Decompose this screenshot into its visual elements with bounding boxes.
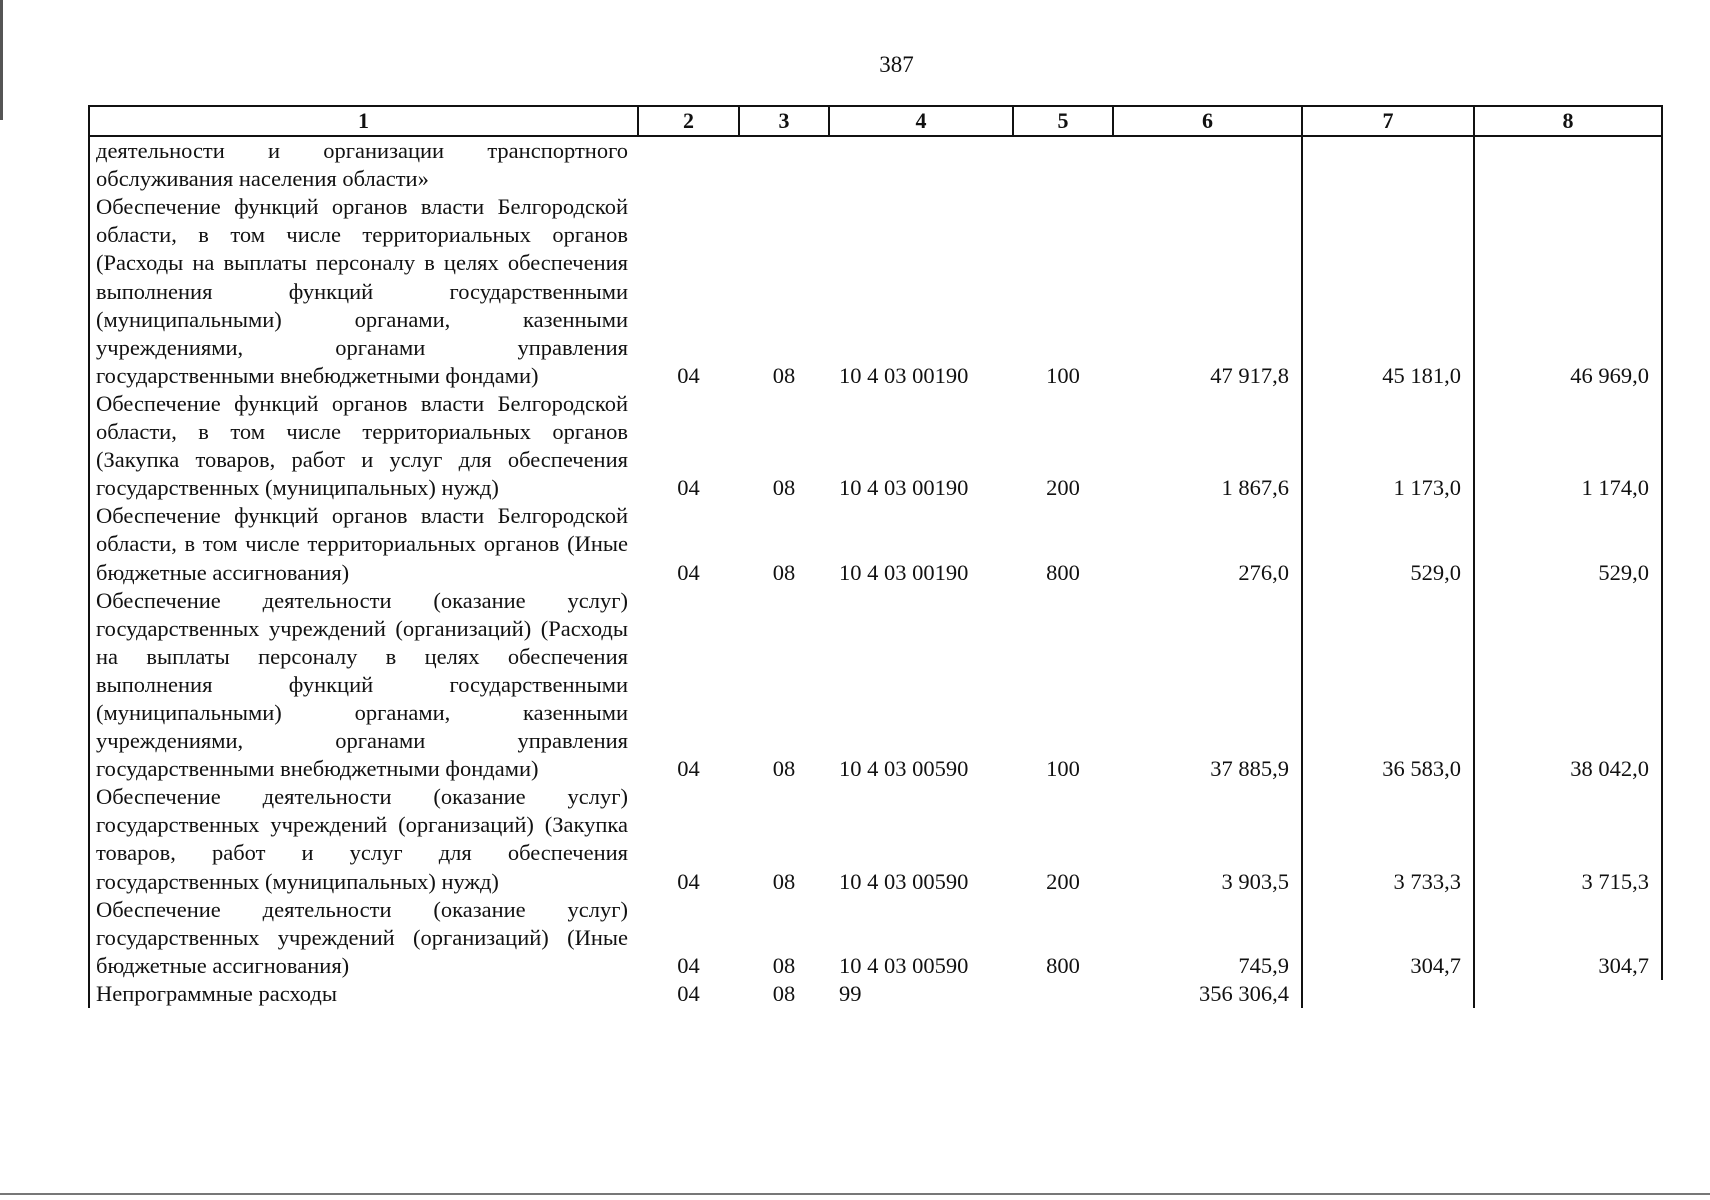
row-description: Обеспечение функций органов власти Белгородской области, в том числе территориальных органов (Иные бюджетные ассигнования) (89, 502, 638, 586)
row-amount-col7: 304,7 (1302, 896, 1474, 980)
scan-edge-bottom (0, 1193, 1710, 1195)
row-target-article: 10 4 03 00590 (839, 756, 969, 782)
row-target-article: 99 (839, 980, 862, 1006)
row-amount-col6: 276,0 (1238, 559, 1289, 585)
row-amount-col6: 47 917,8 (1210, 362, 1289, 388)
row-description: деятельности и организации транспортного обслуживания населения области» (89, 136, 638, 193)
row-amount-col8: 38 042,0 (1474, 587, 1662, 784)
header-row (89, 106, 1662, 136)
row-amount-col8 (1474, 980, 1662, 1008)
row-amount-col7 (1302, 980, 1474, 1008)
row-subsection: 08 (772, 868, 796, 894)
row-section: 04 (677, 868, 700, 894)
row-target-article: 10 4 03 00190 (839, 475, 969, 501)
row-subsection: 08 (772, 980, 796, 1006)
header-col-2: 2 (638, 106, 739, 136)
row-section: 04 (677, 362, 700, 388)
row-amount-col6: 1 867,6 (1221, 475, 1289, 501)
row-subsection: 08 (772, 475, 796, 501)
row-amount-col6: 745,9 (1238, 952, 1289, 978)
row-amount-col8: 529,0 (1474, 502, 1662, 586)
header-col-5: 5 (1013, 106, 1113, 136)
budget-table (88, 105, 1663, 1008)
table-row (89, 896, 1662, 980)
row-section (638, 136, 739, 193)
header-col-3: 3 (739, 106, 829, 136)
row-amount-col7: 45 181,0 (1302, 193, 1474, 390)
row-target-article: 10 4 03 00590 (839, 952, 969, 978)
row-target-article (829, 136, 1013, 193)
row-description: Обеспечение деятельности (оказание услуг) государственных учреждений (организаций) (Расходы на выплаты персоналу в целях обеспечения выполнения функций государственными (муниципальными) органами, казенными учреждениями, органами управления государственными внебюджетными фондами) (89, 587, 638, 784)
table-body (89, 136, 1662, 1008)
row-description: Обеспечение функций органов власти Белгородской области, в том числе территориальных органов (Закупка товаров, работ и услуг для обеспечения государственных (муниципальных) нужд) (89, 390, 638, 502)
header-col-1: 1 (89, 106, 638, 136)
row-subsection: 08 (772, 559, 796, 585)
table-row (89, 390, 1662, 502)
row-description: Обеспечение деятельности (оказание услуг) государственных учреждений (организаций) (Иные бюджетные ассигнования) (89, 896, 638, 980)
row-description: Обеспечение функций органов власти Белгородской области, в том числе территориальных органов (Расходы на выплаты персоналу в целях обеспечения выполнения функций государственными (муниципальными) органами, казенными учреждениями, органами управления государственными внебюджетными фондами) (89, 193, 638, 390)
row-amount-col8: 46 969,0 (1474, 193, 1662, 390)
row-subsection: 08 (772, 362, 796, 388)
row-expense-type: 800 (1046, 952, 1080, 978)
row-section: 04 (677, 980, 700, 1006)
row-amount-col8: 3 715,3 (1474, 783, 1662, 895)
row-section: 04 (677, 475, 700, 501)
row-section: 04 (677, 756, 700, 782)
row-amount-col6: 3 903,5 (1221, 868, 1289, 894)
row-target-article: 10 4 03 00590 (839, 868, 969, 894)
row-expense-type: 800 (1046, 559, 1080, 585)
row-amount-col7: 36 583,0 (1302, 587, 1474, 784)
row-amount-col8 (1474, 136, 1662, 193)
table-row (89, 980, 1662, 1008)
row-amount-col6: 37 885,9 (1210, 756, 1289, 782)
row-description: Обеспечение деятельности (оказание услуг) государственных учреждений (организаций) (Закупка товаров, работ и услуг для обеспечения государственных (муниципальных) нужд) (89, 783, 638, 895)
table-row (89, 502, 1662, 586)
table-row (89, 136, 1662, 193)
row-expense-type (1013, 980, 1113, 1008)
row-target-article: 10 4 03 00190 (839, 559, 969, 585)
table-header (89, 106, 1662, 136)
row-subsection (739, 136, 829, 193)
row-amount-col7: 529,0 (1302, 502, 1474, 586)
row-amount-col7 (1302, 136, 1474, 193)
header-col-4: 4 (829, 106, 1013, 136)
row-section: 04 (677, 559, 700, 585)
row-amount-col8: 1 174,0 (1474, 390, 1662, 502)
table-row (89, 193, 1662, 390)
row-description: Непрограммные расходы (89, 980, 638, 1008)
table-row (89, 783, 1662, 895)
row-amount-col6 (1113, 136, 1302, 193)
row-subsection: 08 (772, 952, 796, 978)
row-amount-col7: 1 173,0 (1302, 390, 1474, 502)
page-number: 387 (879, 52, 914, 77)
header-col-7: 7 (1302, 106, 1474, 136)
header-col-8: 8 (1474, 106, 1662, 136)
row-expense-type (1013, 136, 1113, 193)
row-expense-type: 200 (1046, 475, 1080, 501)
header-col-6: 6 (1113, 106, 1302, 136)
table-row (89, 587, 1662, 784)
row-expense-type: 100 (1046, 756, 1080, 782)
row-expense-type: 100 (1046, 362, 1080, 388)
row-amount-col8: 304,7 (1474, 896, 1662, 980)
row-expense-type: 200 (1046, 868, 1080, 894)
row-section: 04 (677, 952, 700, 978)
row-target-article: 10 4 03 00190 (839, 362, 969, 388)
row-amount-col7: 3 733,3 (1302, 783, 1474, 895)
row-subsection: 08 (772, 756, 796, 782)
row-amount-col6: 356 306,4 (1199, 980, 1289, 1006)
